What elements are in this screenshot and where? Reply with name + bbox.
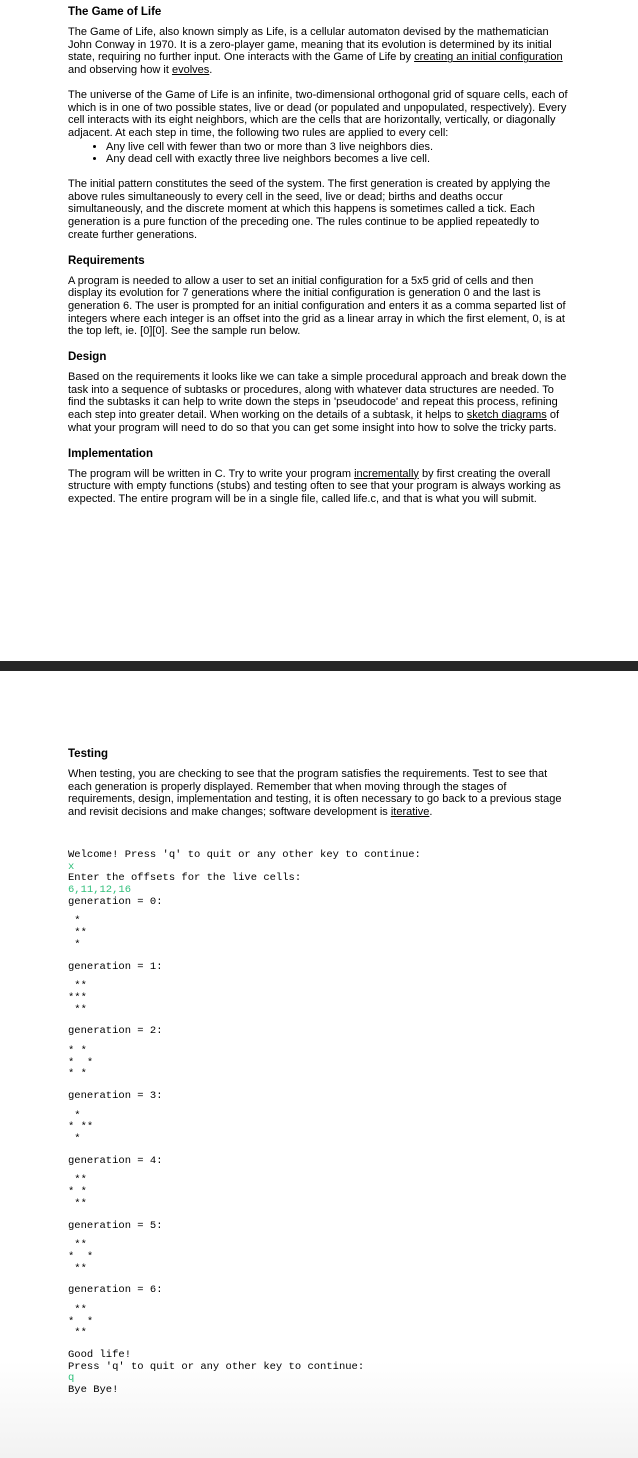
incrementally-link[interactable]: incrementally [354, 467, 419, 480]
page-2-content [68, 747, 568, 831]
grid-row: ** [68, 1262, 87, 1275]
generation-grid [68, 1305, 568, 1340]
generation-grid [68, 1240, 568, 1275]
user-input-offsets: 6,11,12,16 [68, 884, 132, 897]
grid-row: * * [68, 1056, 94, 1069]
quit-prompt: Press 'q' to quit or any other key to continue: [68, 1360, 365, 1373]
generation-block [68, 1285, 568, 1340]
generation-block [68, 1221, 568, 1276]
implementation-title: Implementation [68, 447, 153, 460]
generation-label: generation = 6: [68, 1284, 163, 1297]
generation-grid [68, 1111, 568, 1146]
generation-block [68, 1091, 568, 1146]
grid-row: ** [68, 1197, 87, 1210]
intro-p1-text-a: The Game of Life, also known simply as Life, is a cellular automaton devised by the mathematician John Conway in 1970. It is a zero-player game, meaning that its evolution is determined by its initial state, requiring no further input. One interacts with the Game of Life by [68, 26, 552, 64]
implementation-text-a: The program will be written in C. Try to write your program [68, 467, 355, 480]
grid-row: * * [68, 1044, 87, 1057]
generation-label: generation = 5: [68, 1219, 163, 1232]
grid-row: * * [68, 1315, 94, 1328]
requirements-text: A program is needed to allow a user to set an initial configuration for a 5x5 grid of cells and then display its evolution for 7 generations where the initial configuration is generation 0 and the last is generation 6. The user is prompted for an initial configuration and enters it as a comma separted list of integers where each integer is an offset into the grid as a linear array in which the first element, 0, is at the top left, ie. [0][0]. See the sample run below. [68, 274, 566, 338]
grid-row: * [68, 1133, 81, 1146]
rules-list [68, 141, 568, 166]
grid-row: ** [68, 1303, 87, 1316]
testing-text [68, 768, 568, 819]
grid-row: * * [68, 1250, 94, 1263]
testing-text-a: When testing, you are checking to see that the program satisfies the requirements. Test to see that each generation is properly displayed. Remember that when moving through the stages of requirements, design, implementation and testing, it is often necessary to go back to a previous stage and revisit decisions and make changes; software development is [68, 768, 562, 819]
requirements-title: Requirements [68, 254, 145, 267]
welcome-line: Welcome! Press 'q' to quit or any other key to continue: [68, 849, 421, 861]
intro-paragraph-3: The initial pattern constitutes the seed of the system. The first generation is created by applying the above rules simultaneously to every cell in the seed, live or dead; births and deaths occur simultaneously, and the discrete moment at which this happens is sometimes called a tick. Each generation is a pure function of the preceding one. The rules continue to be applied repeatedly to create further generations. [68, 178, 551, 241]
sample-run-console [68, 850, 568, 1397]
user-input-key: x [68, 860, 75, 873]
generation-block [68, 962, 568, 1017]
page-1 [0, 0, 638, 661]
rule-item: • Any live cell with fewer than two or more than 3 live neighbors dies. [106, 141, 568, 154]
page-2 [0, 671, 638, 1458]
rule-item: • Any dead cell with exactly three live neighbors becomes a live cell. [106, 153, 568, 166]
page-divider [0, 661, 638, 671]
implementation-text-b: by first creating the overall structure with empty functions (stubs) and testing often to see that your program is always working as expected. The entire program will be in a single file, called life.c, and that is what you will submit. [68, 467, 561, 505]
grid-row: * [68, 938, 81, 951]
generation-block [68, 1156, 568, 1211]
offsets-prompt: Enter the offsets for the live cells: [68, 872, 302, 885]
grid-row: * [68, 1109, 81, 1122]
generation-block [68, 1026, 568, 1081]
grid-row: ** [68, 980, 87, 993]
grid-row: ** [68, 927, 87, 940]
generation-label: generation = 3: [68, 1090, 163, 1102]
grid-row: * ** [68, 1121, 94, 1134]
generation-grid [68, 1046, 568, 1081]
generation-grid [68, 981, 568, 1016]
bye-line: Bye Bye! [68, 1384, 119, 1397]
good-life-line: Good life! [68, 1349, 132, 1361]
intro-p1-text-b: and observing how it [68, 64, 172, 77]
evolves-link[interactable]: evolves [171, 64, 210, 77]
iterative-link[interactable]: iterative [390, 806, 430, 819]
generation-label: generation = 0: [68, 895, 163, 908]
generation-label: generation = 1: [68, 960, 163, 973]
design-text-b: of what your program will need to do so that you can get some insight into how to solve the tricky parts. [68, 409, 560, 434]
user-input-quit: q [68, 1372, 75, 1385]
testing-text-b: . [429, 806, 433, 819]
generation-label: generation = 4: [68, 1154, 163, 1167]
grid-row: ** [68, 1239, 87, 1252]
grid-row: *** [68, 991, 87, 1004]
generation-grid [68, 1175, 568, 1210]
grid-row: * * [68, 1068, 87, 1081]
grid-row: ** [68, 1003, 87, 1016]
intro-title: The Game of Life [68, 6, 162, 18]
creating-configuration-link[interactable]: creating an initial configuration [414, 51, 563, 64]
sketch-diagrams-link[interactable]: sketch diagrams [466, 409, 547, 422]
testing-title: Testing [68, 748, 109, 760]
design-text [68, 371, 568, 435]
grid-row: * [68, 915, 81, 928]
grid-row: * * [68, 1186, 87, 1199]
generation-block [68, 897, 568, 952]
intro-p1-text-c: . [209, 64, 213, 77]
page-1-content [68, 5, 568, 518]
implementation-text [68, 468, 568, 506]
design-text-a: Based on the requirements it looks like we can take a simple procedural approach and break down the task into a sequence of subtasks or procedures, along with whatever data structures are needed. To find the subtasks it can help to write down the steps in 'pseudocode' and repeat this process, refining each step into greater detail. When working on the details of a subtask, it helps to [68, 371, 567, 422]
intro-paragraph-2: The universe of the Game of Life is an infinite, two-dimensional orthogonal grid of square cells, each of which is in one of two possible states, live or dead (or populated and unpopulated, respectively). Every cell interacts with its eight neighbors, which are the cells that are horizontally, vertically, or diagonally adjacent. At each step in time, the following two rules are applied to every cell: [68, 88, 568, 139]
grid-row: ** [68, 1174, 87, 1187]
grid-row: ** [68, 1327, 87, 1340]
intro-paragraph-1 [68, 26, 568, 77]
generation-label: generation = 2: [68, 1025, 163, 1038]
design-title: Design [68, 351, 107, 364]
generation-grid [68, 916, 568, 951]
